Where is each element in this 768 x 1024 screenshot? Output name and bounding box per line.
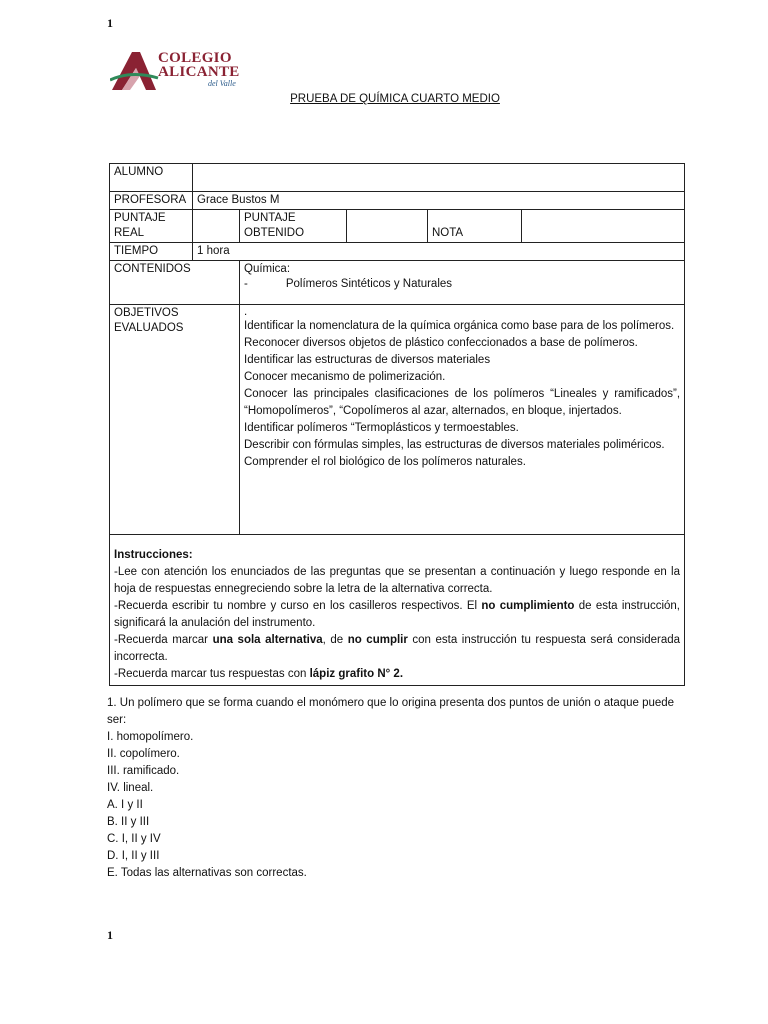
- question-option: II. copolímero.: [107, 748, 180, 760]
- puntaje-obtenido-label: PUNTAJE OBTENIDO: [240, 210, 347, 243]
- question-option: I. homopolímero.: [107, 731, 194, 743]
- school-logo: [110, 48, 255, 93]
- page-number-bottom: 1: [107, 928, 113, 942]
- objetivo-item: Comprender el rol biológico de los polímeros naturales.: [244, 456, 526, 468]
- alumno-label: ALUMNO: [110, 164, 193, 192]
- instruction-3-text-mid: , de: [322, 634, 348, 646]
- answer-option-c: C. I, II y IV: [107, 833, 161, 845]
- instruction-4: [114, 666, 680, 683]
- document-title: PRUEBA DE QUÍMICA CUARTO MEDIO: [290, 93, 500, 105]
- contenidos-item-row: [244, 277, 680, 292]
- page-number-top: 1: [107, 16, 113, 30]
- contenidos-cell: [240, 261, 685, 305]
- tiempo-value: 1 hora: [193, 243, 685, 261]
- objetivo-item: Describir con fórmulas simples, las estructuras de diversos materiales poliméricos.: [244, 439, 665, 451]
- contenidos-heading: Química:: [244, 263, 291, 275]
- contenidos-item: Polímeros Sintéticos y Naturales: [285, 278, 453, 290]
- instruction-2-text-end: de esta instrucción, significará la anulación del instrumento.: [114, 600, 680, 629]
- instruction-2-text: -Recuerda escribir tu nombre y curso en los casilleros respectivos. El: [114, 600, 482, 612]
- instructions-heading: Instrucciones:: [114, 549, 193, 561]
- instruction-2-bold: no cumplimiento: [481, 600, 575, 612]
- logo-text-del-valle: del Valle: [208, 79, 236, 88]
- puntaje-real-field[interactable]: [193, 210, 240, 243]
- profesora-value: Grace Bustos M: [193, 192, 685, 210]
- instruction-4-text: -Recuerda marcar tus respuestas con: [114, 668, 310, 680]
- instruction-3-bold: una sola alternativa: [212, 634, 323, 646]
- instruction-1: -Lee con atención los enunciados de las preguntas que se presentan a continuación y luego responde en la hoja de respuestas ennegreciendo sobre la letra de la alternativa correcta.: [114, 566, 680, 595]
- instruction-3: [114, 632, 680, 666]
- logo-a-emblem-icon: [110, 50, 160, 92]
- answer-option-b: B. II y III: [107, 816, 150, 828]
- question-stem: 1. Un polímero que se forma cuando el monómero que lo origina presenta dos puntos de unión o ataque puede ser:: [107, 697, 675, 726]
- contenidos-label: CONTENIDOS: [110, 261, 240, 305]
- objetivo-item: Conocer las principales clasificaciones de los polímeros “Lineales y ramificados”, “Homopolímeros”, “Copolímeros al azar, alternados, en bloque, injertados.: [244, 388, 681, 417]
- objetivo-item: Identificar la nomenclatura de la química orgánica como base para de los polímeros.: [244, 320, 675, 332]
- objetivos-dot: .: [244, 306, 248, 318]
- question-option: III. ramificado.: [107, 765, 180, 777]
- objetivos-label: OBJETIVOS EVALUADOS: [110, 305, 240, 535]
- instruction-3-text-end: con esta instrucción tu respuesta será considerada incorrecta.: [114, 634, 681, 663]
- tiempo-label: TIEMPO: [110, 243, 193, 261]
- objetivos-cell: [240, 305, 685, 535]
- nota-field[interactable]: [522, 210, 685, 243]
- profesora-label: PROFESORA: [110, 192, 193, 210]
- instruction-3-bold-2: no cumplir: [347, 634, 408, 646]
- instructions-box: [109, 534, 685, 686]
- puntaje-obtenido-field[interactable]: [347, 210, 428, 243]
- question-1: [107, 695, 687, 882]
- instruction-2: [114, 598, 680, 632]
- puntaje-real-label: PUNTAJE REAL: [110, 210, 193, 243]
- student-info-table: [109, 163, 685, 535]
- nota-label: NOTA: [428, 210, 522, 243]
- question-option: IV. lineal.: [107, 782, 154, 794]
- answer-option-a: A. I y II: [107, 799, 143, 811]
- logo-text-alicante: ALICANTE: [158, 64, 240, 80]
- logo-text-colegio: COLEGIO: [158, 50, 232, 66]
- objetivo-item: Identificar las estructuras de diversos materiales: [244, 354, 491, 366]
- objetivo-item: Identificar polímeros “Termoplásticos y termoestables.: [244, 422, 519, 434]
- answer-option-d: D. I, II y III: [107, 850, 160, 862]
- contenidos-dash: -: [244, 278, 248, 290]
- alumno-field[interactable]: [193, 164, 685, 192]
- objetivo-item: Reconocer diversos objetos de plástico confeccionados a base de polímeros.: [244, 337, 638, 349]
- answer-option-e: E. Todas las alternativas son correctas.: [107, 867, 307, 879]
- instruction-3-text: -Recuerda marcar: [114, 634, 213, 646]
- instruction-4-bold: lápiz grafito N° 2.: [309, 668, 404, 680]
- objetivo-item: Conocer mecanismo de polimerización.: [244, 371, 446, 383]
